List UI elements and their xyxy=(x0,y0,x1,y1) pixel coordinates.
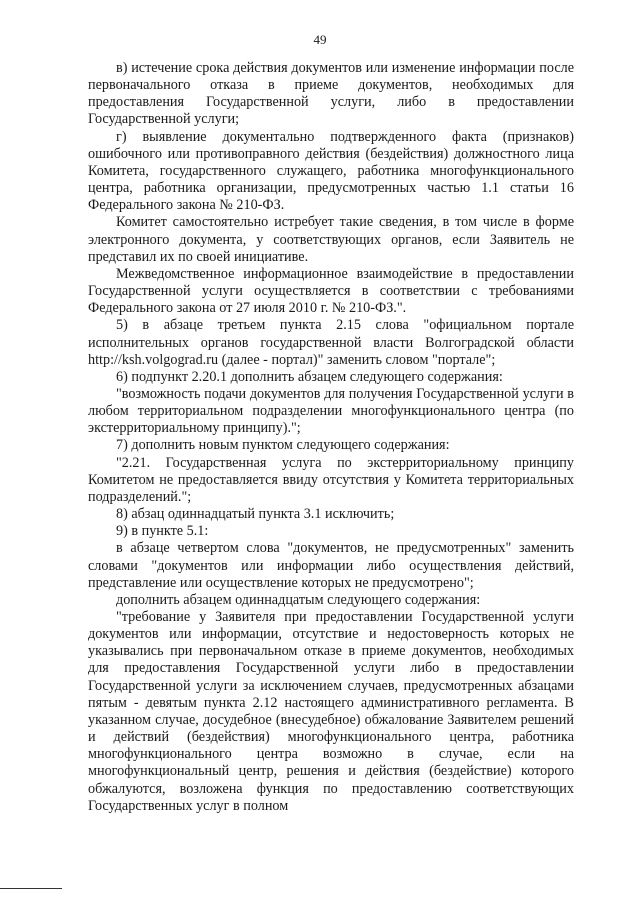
paragraph-amendment-6-text: "возможность подачи документов для получения Государственной услуги в любом территориальном подразделении многофункционального центра (по экстерриториальному принципу)."; xyxy=(88,385,574,437)
paragraph-interagency: Межведомственное информационное взаимодействие в предоставлении Государственной услуги осуществляется в соответствии с требованиями Федерального закона от 27 июля 2010 г. № 210-ФЗ.". xyxy=(88,265,574,317)
paragraph-item-v: в) истечение срока действия документов или изменение информации после первоначального отказа в приеме документов, необходимых для предоставления Государственной услуги, либо в предоставлении Государственной услуги; xyxy=(88,60,574,128)
paragraph-amendment-7: 7) дополнить новым пунктом следующего содержания: xyxy=(116,437,450,454)
page-number: 49 xyxy=(313,32,327,47)
paragraph-committee-request: Комитет самостоятельно истребует такие сведения, в том числе в форме электронного документа, у соответствующих органов, если Заявитель не представил их по своей инициативе. xyxy=(88,214,574,265)
paragraph-amendment-9-a: в абзаце четвертом слова "документов, не предусмотренных" заменить словами "документов или информации либо осуществления действий, представление или осуществление которых не предусмотрено"; xyxy=(88,540,574,591)
footer-rule xyxy=(0,888,62,889)
paragraph-amendment-7-text: "2.21. Государственная услуга по экстерриториальному принципу Комитетом не предоставляется ввиду отсутствия у Комитета территориальных подразделений."; xyxy=(88,454,574,505)
paragraph-amendment-8: 8) абзац одиннадцатый пункта 3.1 исключить; xyxy=(116,506,395,523)
document-body xyxy=(88,60,574,815)
paragraph-amendment-9-b: дополнить абзацем одиннадцатым следующего содержания: xyxy=(116,591,481,608)
paragraph-amendment-9-b-text: "требование у Заявителя при предоставлении Государственной услуги документов или информации, отсутствие и недостоверность которых не указывались при первоначальном отказе в приеме документов, необходимых для предоставления Государственной услуги либо в предоставлении Государственной услуги за исключением случаев, предусмотренных абзацами пятым - девятым пункта 2.12 настоящего административного регламента. В указанном случае, досудебное (внесудебное) обжалование Заявителем решений и действий (бездействия) многофункционального центра, работника многофункционального центра возможно в случае, если на многофункциональный центр, решения и действия (бездействие) которого обжалуются, возложена функция по предоставлению соответствующих Государственных услуг в полном xyxy=(88,609,574,814)
paragraph-item-g: г) выявление документально подтвержденного факта (признаков) ошибочного или противоправного действия (бездействия) должностного лица Комитета, государственного служащего, работника многофункционального центра, работника организации, предусмотренных частью 1.1 статьи 16 Федерального закона № 210-ФЗ. xyxy=(88,128,574,214)
paragraph-amendment-6: 6) подпункт 2.20.1 дополнить абзацем следующего содержания: xyxy=(116,368,503,385)
paragraph-amendment-9: 9) в пункте 5.1: xyxy=(116,523,209,540)
paragraph-amendment-5: 5) в абзаце третьем пункта 2.15 слова "официальном портале исполнительных органов государственной власти Волгоградской области http://ksh.volgograd.ru (далее - портал)" заменить словом "портале"; xyxy=(88,317,574,368)
